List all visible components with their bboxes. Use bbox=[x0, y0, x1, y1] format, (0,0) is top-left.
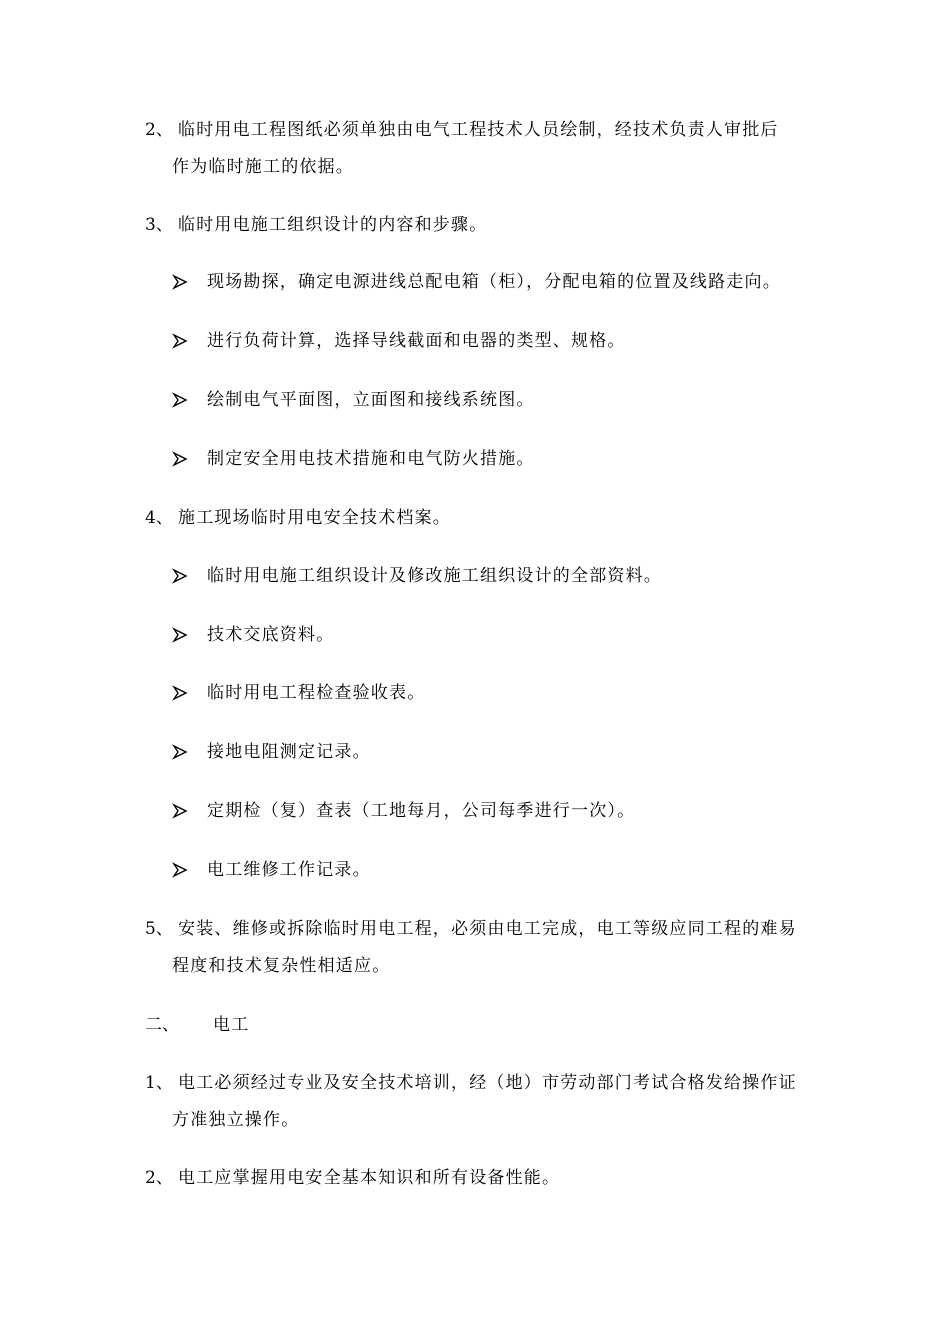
item-text-continuation: 程度和技术复杂性相适应。 bbox=[172, 956, 391, 976]
item-number: 4、 bbox=[145, 508, 173, 528]
bullet-item: 现场勘探，确定电源进线总配电箱（柜），分配电箱的位置及线路走向。 bbox=[207, 272, 781, 292]
item-number: 5、 bbox=[145, 919, 173, 939]
arrowhead-bullet-icon bbox=[172, 388, 188, 412]
arrowhead-bullet-icon bbox=[172, 740, 188, 764]
arrowhead-bullet-icon bbox=[172, 858, 188, 882]
arrowhead-bullet-icon bbox=[172, 447, 188, 471]
section-title: 电工 bbox=[213, 1015, 250, 1035]
arrowhead-bullet-icon bbox=[172, 329, 188, 353]
arrowhead-bullet-icon bbox=[172, 799, 188, 823]
item-text-continuation: 方准独立操作。 bbox=[172, 1110, 300, 1130]
item-text: 安装、维修或拆除临时用电工程，必须由电工完成，电工等级应同工程的难易 bbox=[178, 919, 797, 939]
bullet-item: 绘制电气平面图，立面图和接线系统图。 bbox=[207, 390, 535, 410]
item-text: 电工必须经过专业及安全技术培训，经（地）市劳动部门考试合格发给操作证 bbox=[178, 1073, 797, 1093]
item-number: 1、 bbox=[145, 1073, 173, 1093]
bullet-item: 定期检（复）查表（工地每月，公司每季进行一次）。 bbox=[207, 801, 636, 821]
bullet-item: 进行负荷计算，选择导线截面和电器的类型、规格。 bbox=[207, 331, 626, 351]
arrowhead-bullet-icon bbox=[172, 623, 188, 647]
item-text: 电工应掌握用电安全基本知识和所有设备性能。 bbox=[178, 1168, 561, 1188]
arrowhead-bullet-icon bbox=[172, 564, 188, 588]
item-text-continuation: 作为临时施工的依据。 bbox=[172, 157, 354, 177]
item-number: 2、 bbox=[145, 1168, 173, 1188]
item-number: 2、 bbox=[145, 120, 173, 140]
item-number: 3、 bbox=[145, 215, 173, 235]
bullet-item: 技术交底资料。 bbox=[207, 625, 335, 645]
section-number: 二、 bbox=[145, 1015, 179, 1035]
arrowhead-bullet-icon bbox=[172, 681, 188, 705]
item-text: 临时用电施工组织设计的内容和步骤。 bbox=[178, 215, 488, 235]
bullet-item: 制定安全用电技术措施和电气防火措施。 bbox=[207, 449, 535, 469]
bullet-item: 电工维修工作记录。 bbox=[207, 860, 371, 880]
bullet-item: 临时用电施工组织设计及修改施工组织设计的全部资料。 bbox=[207, 566, 662, 586]
item-text: 施工现场临时用电安全技术档案。 bbox=[178, 508, 451, 528]
arrowhead-bullet-icon bbox=[172, 270, 188, 294]
bullet-item: 临时用电工程检查验收表。 bbox=[207, 683, 426, 703]
item-text: 临时用电工程图纸必须单独由电气工程技术人员绘制，经技术负责人审批后 bbox=[178, 120, 779, 140]
bullet-item: 接地电阻测定记录。 bbox=[207, 742, 371, 762]
